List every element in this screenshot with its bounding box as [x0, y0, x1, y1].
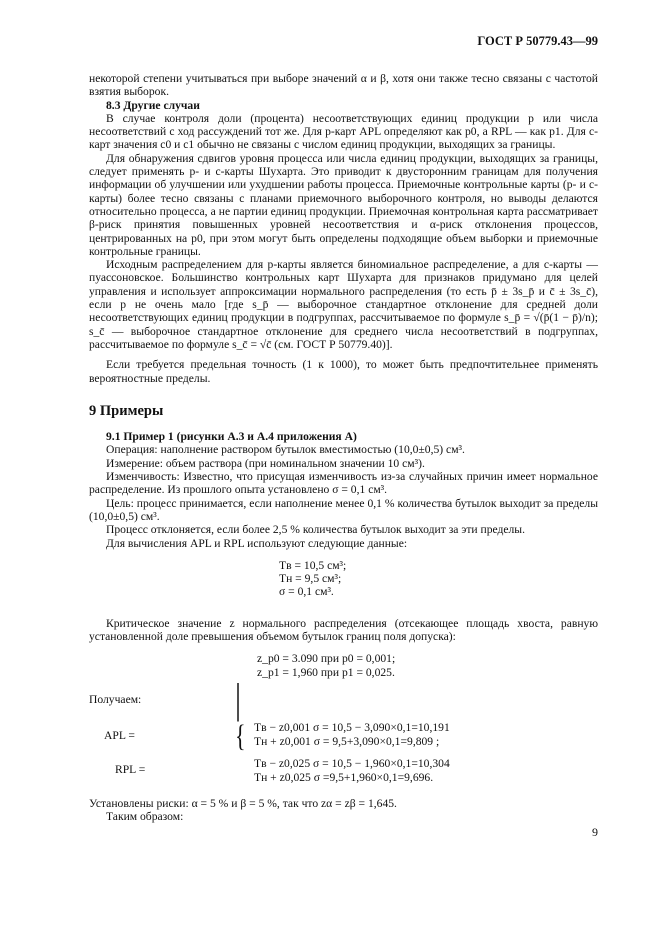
section-heading-8-3: 8.3 Другие случаи: [106, 98, 200, 112]
paragraph: Для обнаружения сдвигов уровня процесса или числа единиц продукции, выходящих за границы, следует применять p- и c-карты Шухарта. Это приводит к двусторонним границам для получения информации об улучшении или ухудшении работы процесса. Приемочные контрольные карты (p- и c-карты) более тесно связаны с планами приемочного выборочного контроля, но выводы делаются относительно процесса, а не партии единиц продукции. Приемочная контрольная карта рассматривает β-риск принятия повышенных уровней несоответствия и α-риск отклонения процессов, центрированных на p0, при этом могут быть определены подходящие объем выборки и приемочные контрольные границы.: [89, 151, 598, 258]
rpl-line-1: Tв − z0,025 σ = 10,5 − 1,960×0,1=10,304: [254, 756, 450, 770]
paragraph: Изменчивость: Известно, что присущая изменчивость из-за случайных причин имеет нормальное распределение. Из прошлого опыта установлено σ = 0,1 см³.: [89, 470, 598, 497]
document-header: ГОСТ Р 50779.43—99: [477, 34, 598, 48]
apl-line-2: Tн + z0,001 σ = 9,5+3,090×0,1=9,809 ;: [254, 734, 440, 748]
page-number: 9: [592, 825, 598, 839]
formula-sigma: σ = 0,1 см³.: [279, 585, 334, 599]
paragraph: Измерение: объем раствора (при номинальном значении 10 см³).: [106, 456, 425, 470]
brace-icon: {: [235, 717, 246, 753]
paragraph: Для вычисления APL и RPL используют следующие данные:: [106, 536, 408, 550]
paragraph: Таким образом:: [106, 810, 184, 824]
brace-icon: |: [235, 676, 242, 723]
paragraph: Исходным распределением для p-карты является биномиальное распределение, а для c-карты — пуассоновское. Большинство контрольных карт Шухарта для признаков придумано для целей управления и использует аппроксимации нормального распределения (то есть p̄ ± 3s_p̄ и c̄ ± 3s_c̄), если p не очень мало [где s_p̄ — выборочное стандартное отклонение для средней доли несоответствующих единиц продукции в подгруппах, рассчитываемое по формуле s_p̄ = √(p̄(1 − p̄)/n); s_c̄ — выборочное стандартное отклонение для среднего числа несоответствий в подгруппах, рассчитываемое по формуле s_c̄ = √c̄ (см. ГОСТ Р 50779.40)].: [89, 258, 598, 351]
section-heading-9: 9 Примеры: [89, 402, 164, 419]
formula-t-lower: Tн = 9,5 см³;: [279, 572, 342, 586]
apl-rpl-formulas: [89, 676, 598, 797]
paragraph: Если требуется предельная точность (1 к 1000), то может быть предпочтительнее применять вероятностные пределы.: [89, 358, 598, 385]
paragraph: Цель: процесс принимается, если наполнение менее 0,1 % количества бутылок выходит за пределы (10,0±0,5) см³.: [89, 496, 598, 523]
paragraph: некоторой степени учитываться при выборе значений α и β, хотя они также тесно связаны с частотой взятия выборок.: [89, 72, 598, 99]
paragraph: Операция: наполнение раствором бутылок вместимостью (10,0±0,5) см³.: [106, 443, 465, 457]
apl-label: APL =: [104, 728, 135, 742]
section-heading-9-1: 9.1 Пример 1 (рисунки А.3 и А.4 приложения А): [106, 430, 357, 444]
paragraph: Критическое значение z нормального распределения (отсекающее площадь хвоста, равную установленной доле превышения объемом бутылок границ поля допуска):: [89, 616, 598, 643]
formula-z-p0: z_p0 = 3.090 при p0 = 0,001;: [257, 652, 396, 666]
page-body: [89, 72, 598, 823]
paragraph: В случае контроля доли (процента) несоответствующих единиц продукции p или числа несоответствий с ход рассуждений тот же. Для p-карт APL определяют как p0, а RPL — как p1. Для c-карт значения c0 и c1 обычно не связаны с числом единиц продукции, выходящих за границы.: [89, 111, 598, 152]
rpl-line-2: Tн + z0,025 σ =9,5+1,960×0,1=9,696.: [254, 770, 434, 784]
got-label: Получаем:: [89, 692, 142, 706]
formula-z-p1: z_p1 = 1,960 при p1 = 0,025.: [257, 665, 395, 679]
formula-t-upper: Tв = 10,5 см³;: [279, 558, 347, 572]
paragraph: Установлены риски: α = 5 % и β = 5 %, так что zα = zβ = 1,645.: [89, 796, 397, 810]
paragraph: Процесс отклоняется, если более 2,5 % количества бутылок выходит за эти пределы.: [106, 523, 525, 537]
apl-line-1: Tв − z0,001 σ = 10,5 − 3,090×0,1=10,191: [254, 720, 450, 734]
rpl-label: RPL =: [115, 762, 146, 776]
